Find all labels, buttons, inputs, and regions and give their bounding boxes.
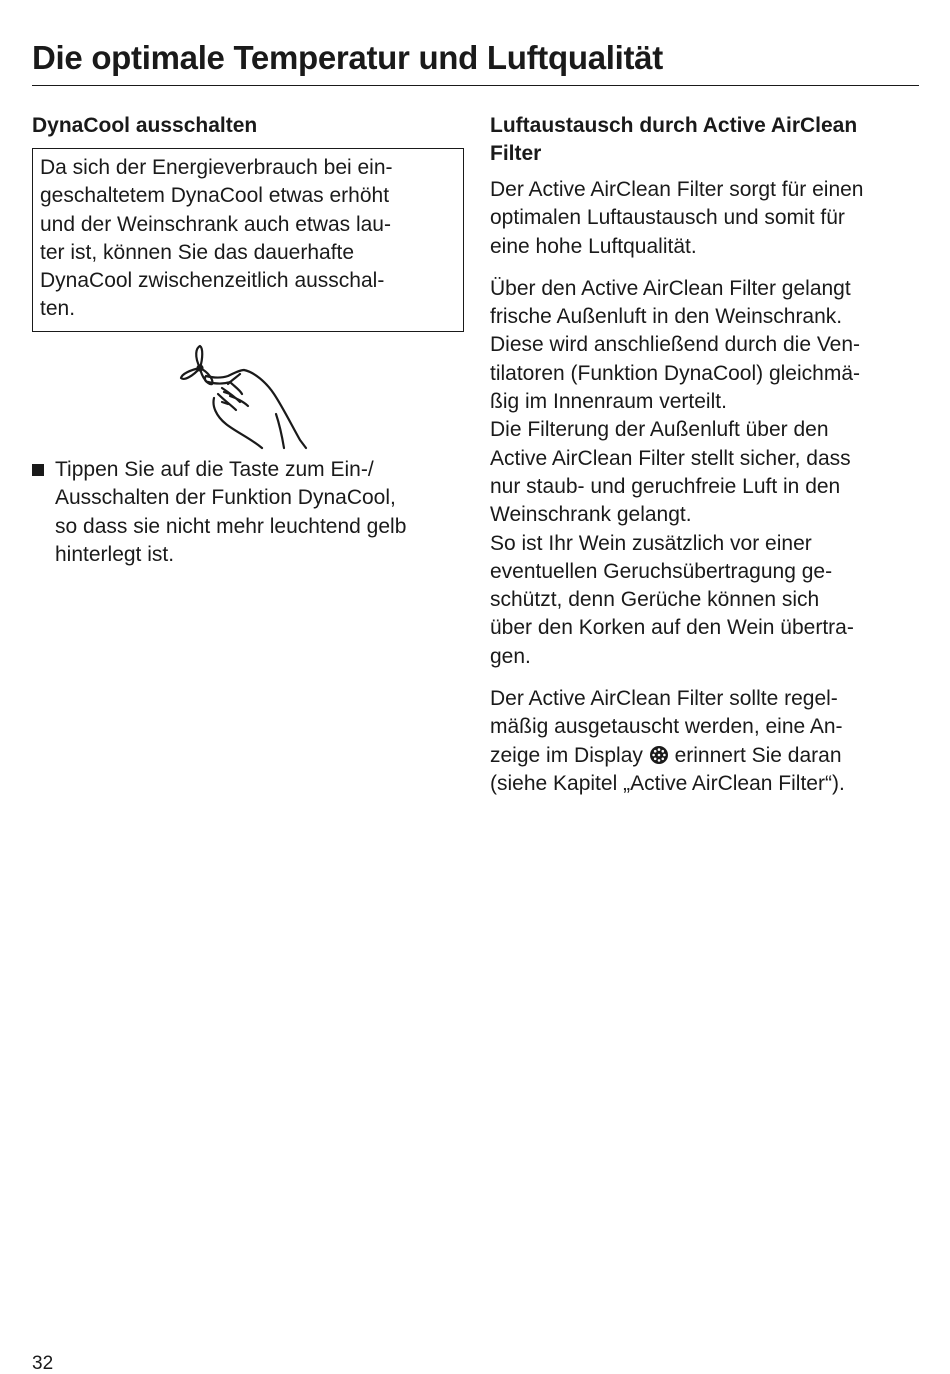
- filter-icon: [649, 745, 669, 765]
- note-line: ten.: [40, 297, 76, 321]
- text-line: nur staub- und geruchfreie Luft in den: [490, 474, 841, 498]
- text-line: eventuellen Geruchsübertragung ge-: [490, 559, 833, 583]
- text-line: optimalen Luftaustausch und somit für: [490, 206, 845, 230]
- text-line: Der Active AirClean Filter sollte regel-: [490, 687, 838, 711]
- bullet-line: Tippen Sie auf die Taste zum Ein-/: [55, 458, 374, 481]
- text-line: tilatoren (Funktion DynaCool) gleichmä-: [490, 361, 860, 385]
- text-line: Der Active AirClean Filter sorgt für einen: [490, 178, 864, 201]
- bullet-line: so dass sie nicht mehr leuchtend gelb: [55, 514, 407, 538]
- paragraph-1: [490, 176, 922, 261]
- text-line: Diese wird anschließend durch die Ven-: [490, 333, 861, 357]
- heading-line: Filter: [490, 142, 542, 165]
- text-line: So ist Ihr Wein zusätzlich vor einer: [490, 531, 812, 555]
- text-line: ßig im Innenraum verteilt.: [490, 390, 727, 414]
- paragraph-3: [490, 685, 922, 798]
- text-segment: erinnert Sie daran: [668, 743, 842, 767]
- bullet-line: hinterlegt ist.: [55, 542, 175, 566]
- text-segment: zeige im Display: [490, 743, 649, 767]
- text-line: (siehe Kapitel „Active AirClean Filter“).: [490, 771, 845, 795]
- text-line: Die Filterung der Außenluft über den: [490, 418, 829, 442]
- text-line: Weinschrank gelangt.: [490, 503, 692, 527]
- bullet-text: [55, 456, 406, 569]
- section-heading-airclean: [490, 112, 922, 168]
- page-number: 32: [32, 1353, 54, 1374]
- note-line: DynaCool zwischenzeitlich ausschal-: [40, 269, 385, 293]
- note-line: geschaltetem DynaCool etwas erhöht: [40, 184, 390, 208]
- text-line: schützt, denn Gerüche können sich: [490, 588, 820, 612]
- text-line: gen.: [490, 644, 531, 668]
- page-title: Die optimale Temperatur und Luftqualität: [32, 39, 663, 76]
- hand-pressing-fan-button-icon: [178, 340, 318, 450]
- text-line-with-icon: [490, 742, 922, 770]
- text-line: Active AirClean Filter stellt sicher, dass: [490, 446, 851, 470]
- text-line: über den Korken auf den Wein übertra-: [490, 616, 854, 640]
- heading-line: Luftaustausch durch Active AirClean: [490, 114, 858, 137]
- text-line: frische Außenluft in den Weinschrank.: [490, 305, 843, 329]
- text-line: mäßig ausgetauscht werden, eine An-: [490, 715, 843, 739]
- bullet-square-icon: [32, 464, 44, 476]
- section-heading-dynacool: DynaCool ausschalten: [32, 114, 258, 137]
- note-box: [32, 148, 464, 332]
- text-line: Über den Active AirClean Filter gelangt: [490, 276, 851, 300]
- note-line: und der Weinschrank auch etwas lau-: [40, 212, 391, 236]
- note-line: ter ist, können Sie das dauerhafte: [40, 240, 355, 264]
- left-column: [32, 112, 464, 332]
- paragraph-2: [490, 275, 922, 671]
- title-rule: [32, 85, 919, 86]
- bullet-line: Ausschalten der Funktion DynaCool,: [55, 486, 396, 510]
- note-line: Da sich der Energieverbrauch bei ein-: [40, 156, 393, 179]
- text-line: eine hohe Luftqualität.: [490, 234, 697, 258]
- right-column: [490, 112, 922, 812]
